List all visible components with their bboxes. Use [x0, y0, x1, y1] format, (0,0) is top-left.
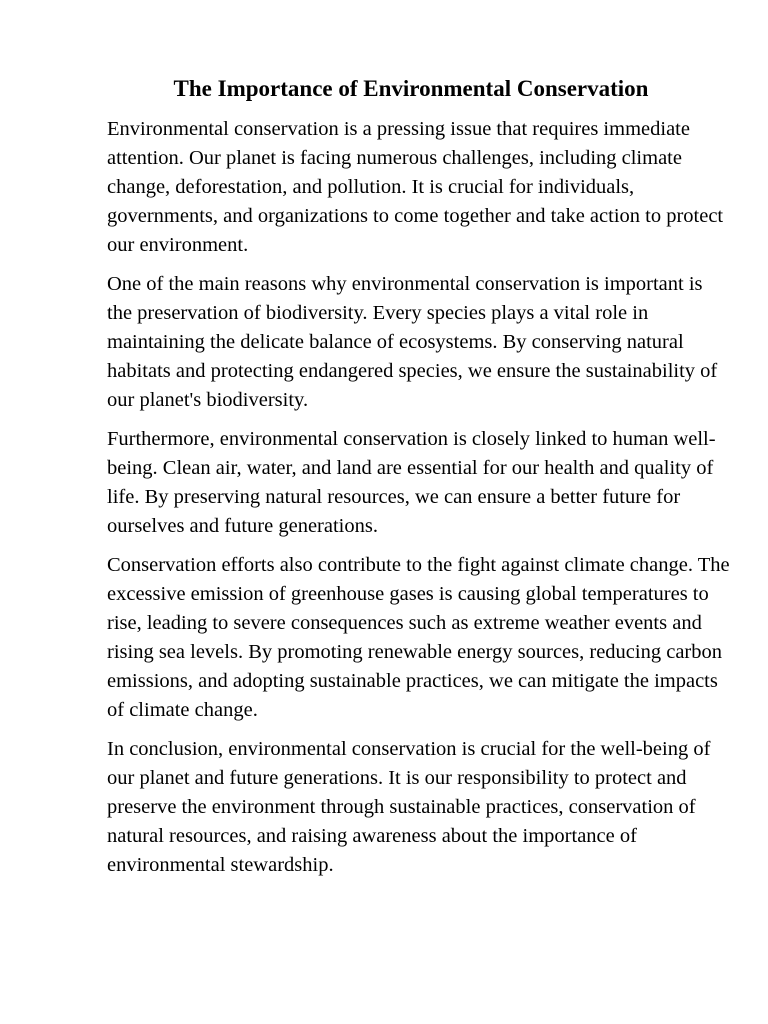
document-body — [107, 115, 732, 890]
paragraph-intro: Environmental conservation is a pressing issue that requires immediate attention. Our planet is facing numerous challenges, including climate change, deforestation, and pollution. It is crucial for individuals, governments, and organizations to come together and take action to protect our environment. — [107, 118, 724, 256]
paragraph-climate-change: Conservation efforts also contribute to the fight against climate change. The excessive emission of greenhouse gases is causing global temperatures to rise, leading to severe consequences such as extreme weather events and rising sea levels. By promoting renewable energy sources, reducing carbon emissions, and adopting sustainable practices, we can mitigate the impacts of climate change. — [107, 554, 730, 721]
document-title: The Importance of Environmental Conservation — [173, 76, 649, 101]
paragraph-human-wellbeing: Furthermore, environmental conservation is closely linked to human well-being. Clean air, water, and land are essential for our health and quality of life. By preserving natural resources, we can ensure a better future for ourselves and future generations. — [107, 428, 716, 537]
paragraph-biodiversity: One of the main reasons why environmental conservation is important is the preservation of biodiversity. Every species plays a vital role in maintaining the delicate balance of ecosystems. By conserving natural habitats and protecting endangered species, we ensure the sustainability of our planet's biodiversity. — [107, 273, 718, 411]
paragraph-conclusion: In conclusion, environmental conservation is crucial for the well-being of our planet and future generations. It is our responsibility to protect and preserve the environment through sustainable practices, conservation of natural resources, and raising awareness about the importance of environmental stewardship. — [107, 738, 711, 876]
